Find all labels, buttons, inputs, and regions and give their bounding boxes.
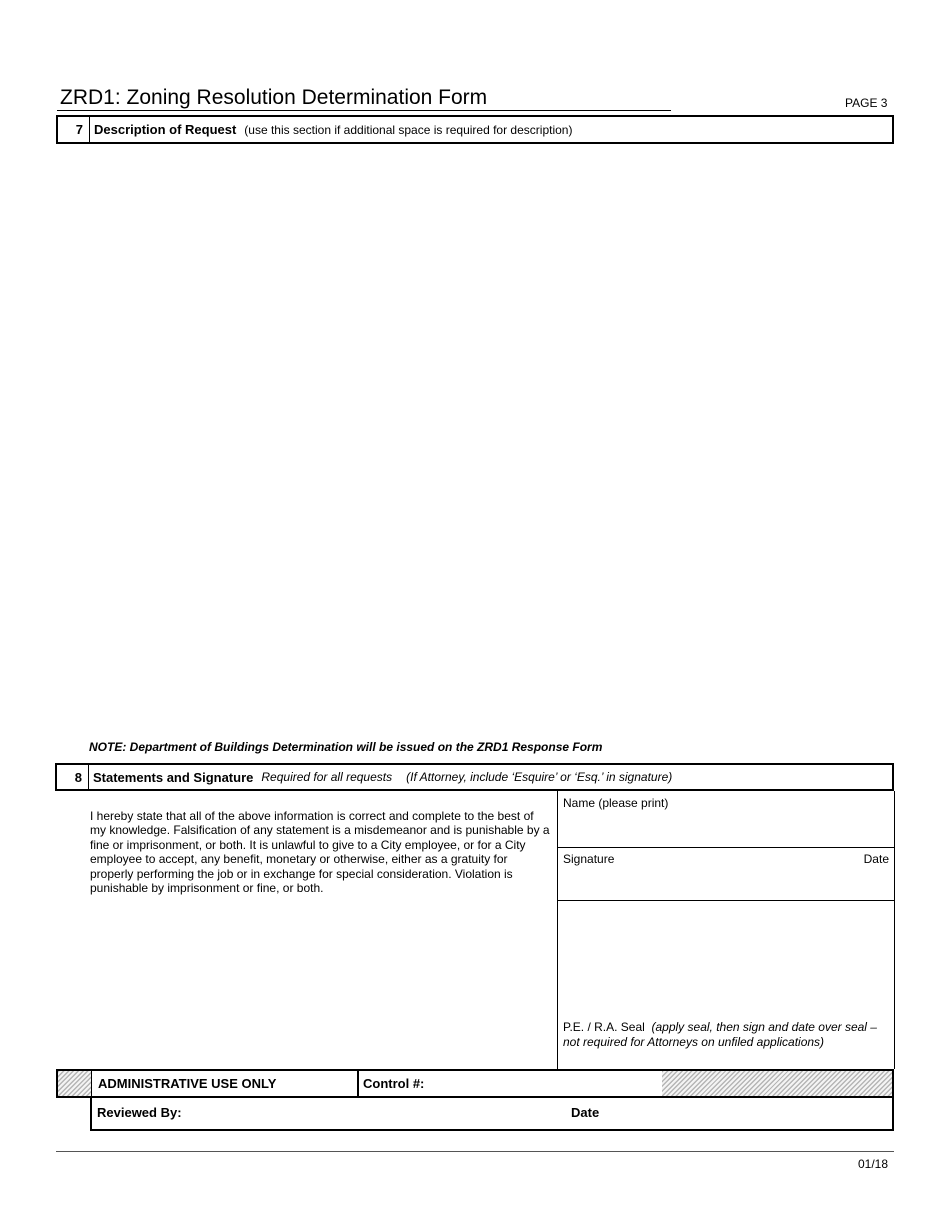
seal-instructions: (apply seal, then sign and date over seal – not required for Attorneys on unfiled applications) [563, 1020, 877, 1049]
statement-text: I hereby state that all of the above information is correct and complete to the best of my knowledge. Falsification of any statement is a misdemeanor and is punishable by a fine or imprisonment, or both. It is unlawful to give to a City employee, or for a City employee to accept, any benefit, monetary or otherwise, either as a gratuity for properly performing the job or in exchange for special consideration. Violation is punishable by imprisonment or fine, or both. [90, 809, 550, 896]
section-8-attorney-text: (If Attorney, include ‘Esquire’ or ‘Esq.’ in signature) [406, 770, 673, 784]
footer-rule [56, 1151, 894, 1152]
section-7-header [56, 115, 894, 144]
review-date-field[interactable] [612, 1097, 892, 1129]
review-row [90, 1097, 894, 1131]
section-8-title: Statements and Signature [93, 769, 254, 785]
admin-use-label: ADMINISTRATIVE USE ONLY [98, 1076, 277, 1091]
description-area[interactable] [56, 144, 894, 734]
seal-label: P.E. / R.A. Seal [563, 1020, 645, 1034]
control-number-field[interactable] [438, 1071, 660, 1096]
hatch-right [662, 1071, 892, 1096]
signature-field[interactable] [558, 848, 894, 900]
section-8-header [55, 763, 894, 791]
section-7-number: 7 [58, 117, 90, 142]
revision-date: 01/18 [858, 1157, 889, 1171]
page-number: PAGE 3 [845, 96, 888, 110]
title-underline [57, 110, 671, 111]
hatch-left [58, 1071, 92, 1096]
section-7-title: Description of Request [94, 122, 237, 137]
name-label: Name (please print) [563, 796, 669, 810]
reviewed-by-label: Reviewed By: [97, 1105, 182, 1120]
section-8-required-text: Required for all requests [261, 770, 393, 784]
control-number-label: Control #: [363, 1076, 425, 1091]
admin-divider [357, 1071, 359, 1096]
signature-column [557, 791, 895, 1069]
section-8-number: 8 [57, 765, 89, 789]
admin-row [56, 1069, 894, 1098]
reviewed-by-field[interactable] [192, 1097, 562, 1129]
signature-date-label: Date [863, 852, 889, 866]
form-title: ZRD1: Zoning Resolution Determination Form [60, 86, 488, 109]
signature-label: Signature [563, 852, 615, 866]
seal-text [563, 1020, 893, 1050]
determination-note: NOTE: Department of Buildings Determination will be issued on the ZRD1 Response Form [89, 740, 603, 754]
section-7-subtitle: (use this section if additional space is required for description) [244, 122, 573, 137]
name-field[interactable] [558, 791, 894, 847]
review-date-label: Date [571, 1105, 600, 1120]
